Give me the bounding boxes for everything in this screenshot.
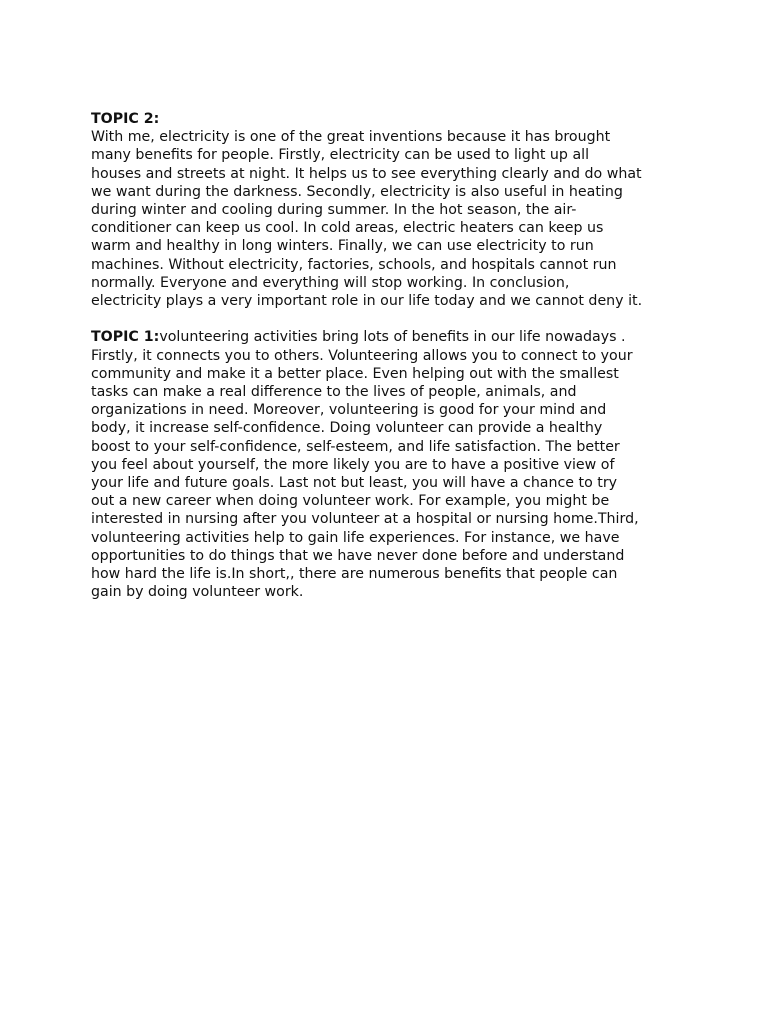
topic-2-heading: TOPIC 2: <box>91 111 160 127</box>
topic-1-body: volunteering activities bring lots of benefits in our life nowadays . Firstly, it connects you to others. Volunteering allows you to connect to your community and make it a better place. Even helping out with the smallest tasks can make a real difference to the lives of people, animals, and organizations in need. Moreover, volunteering is good for your mind and body, it increase self-confidence. Doing volunteer can provide a healthy boost to your self-confidence, self-esteem, and life satisfaction. The better you feel about yourself, the more likely you are to have a positive view of your life and future goals. Last not but least, you will have a chance to try out a new career when doing volunteer work. For example, you might be interested in nursing after you volunteer at a hospital or nursing home.Third, volunteering activities help to gain life experiences. For instance, we have opportunities to do things that we have never done before and understand how hard the life is.In short,, there are numerous benefits that people can gain by doing volunteer work. <box>91 329 639 601</box>
topic-2-section <box>91 110 691 310</box>
topic-1-heading: TOPIC 1: <box>91 329 160 346</box>
topic-2-body: With me, electricity is one of the great inventions because it has brought many benefits for people. Firstly, electricity can be used to light up all houses and streets at night. It helps us to see everything clearly and do what we want during the darkness. Secondly, electricity is also useful in heating during winter and cooling during summer. In the hot season, the air- conditioner can keep us cool. In cold areas, electric heaters can keep us warm and healthy in long winters. Finally, we can use electricity to run machines. Without electricity, factories, schools, and hospitals cannot run normally. Everyone and everything will stop working. In conclusion, electricity plays a very important role in our life today and we cannot deny it. <box>91 129 643 310</box>
topic-1-section <box>91 328 691 601</box>
document-content <box>91 110 691 601</box>
